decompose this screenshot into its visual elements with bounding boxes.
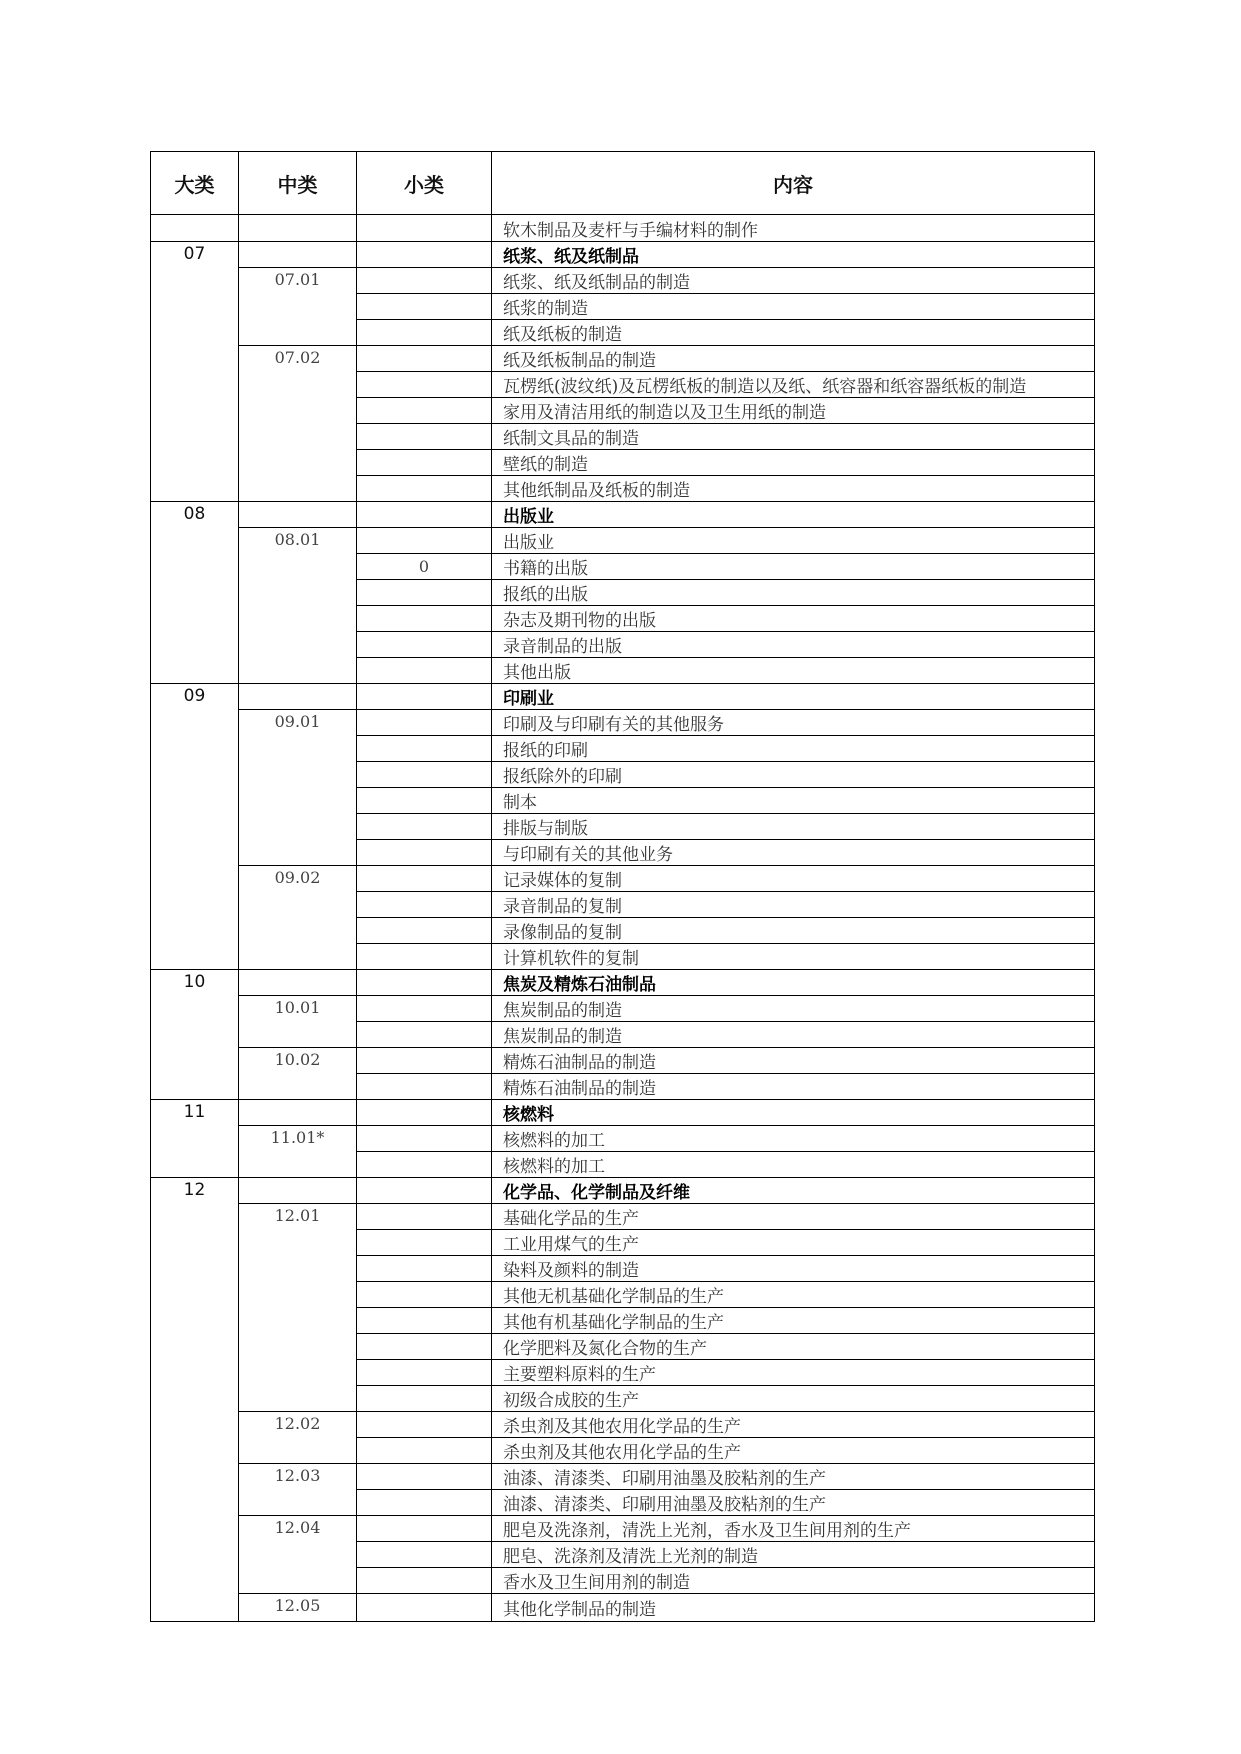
major-code: 08 <box>151 502 239 684</box>
minor-code <box>357 1334 492 1360</box>
minor-code <box>357 996 492 1022</box>
content-cell: 化学肥料及氮化合物的生产 <box>492 1334 1095 1360</box>
content-cell: 录音制品的复制 <box>492 892 1095 918</box>
content-cell: 软木制品及麦杆与手编材料的制作 <box>492 215 1095 242</box>
minor-code <box>357 215 492 242</box>
minor-code <box>357 658 492 684</box>
minor-code <box>357 710 492 736</box>
content-cell: 核燃料的加工 <box>492 1152 1095 1178</box>
medium-code <box>239 1178 357 1204</box>
header-row <box>151 152 1095 215</box>
minor-code <box>357 424 492 450</box>
table-row <box>151 684 1095 710</box>
minor-code <box>357 1412 492 1438</box>
minor-code <box>357 1074 492 1100</box>
content-cell: 印刷及与印刷有关的其他服务 <box>492 710 1095 736</box>
content-cell: 报纸的印刷 <box>492 736 1095 762</box>
minor-code <box>357 372 492 398</box>
minor-code <box>357 892 492 918</box>
header-major: 大类 <box>151 152 239 215</box>
header-medium: 中类 <box>239 152 357 215</box>
content-cell: 录像制品的复制 <box>492 918 1095 944</box>
content-cell: 焦炭制品的制造 <box>492 1022 1095 1048</box>
content-cell: 主要塑料原料的生产 <box>492 1360 1095 1386</box>
minor-code <box>357 528 492 554</box>
minor-code <box>357 268 492 294</box>
medium-code <box>239 970 357 996</box>
minor-code <box>357 242 492 268</box>
major-code <box>151 215 239 242</box>
medium-code: 10.01 <box>239 996 357 1048</box>
minor-code <box>357 1594 492 1621</box>
header-content: 内容 <box>492 152 1095 215</box>
content-cell: 制本 <box>492 788 1095 814</box>
major-code: 11 <box>151 1100 239 1178</box>
content-cell: 计算机软件的复制 <box>492 944 1095 970</box>
medium-code: 10.02 <box>239 1048 357 1100</box>
medium-code: 07.01 <box>239 268 357 346</box>
content-cell: 其他出版 <box>492 658 1095 684</box>
minor-code <box>357 788 492 814</box>
minor-code <box>357 398 492 424</box>
content-cell: 报纸除外的印刷 <box>492 762 1095 788</box>
minor-code <box>357 944 492 970</box>
content-cell: 纸及纸板的制造 <box>492 320 1095 346</box>
table-row <box>151 528 1095 554</box>
minor-code <box>357 1048 492 1074</box>
content-cell: 纸浆、纸及纸制品的制造 <box>492 268 1095 294</box>
content-cell: 壁纸的制造 <box>492 450 1095 476</box>
minor-code <box>357 840 492 866</box>
minor-code <box>357 1230 492 1256</box>
content-cell: 杂志及期刊物的出版 <box>492 606 1095 632</box>
minor-code <box>357 1126 492 1152</box>
minor-code <box>357 346 492 372</box>
content-cell: 其他化学制品的制造 <box>492 1594 1095 1621</box>
minor-code <box>357 1464 492 1490</box>
minor-code <box>357 1360 492 1386</box>
content-cell: 排版与制版 <box>492 814 1095 840</box>
medium-code <box>239 1100 357 1126</box>
content-cell: 录音制品的出版 <box>492 632 1095 658</box>
minor-code <box>357 450 492 476</box>
medium-code <box>239 242 357 268</box>
table-row <box>151 1178 1095 1204</box>
content-cell: 精炼石油制品的制造 <box>492 1074 1095 1100</box>
table-row <box>151 1100 1095 1126</box>
content-cell: 精炼石油制品的制造 <box>492 1048 1095 1074</box>
table-row <box>151 502 1095 528</box>
table-row <box>151 1126 1095 1152</box>
section-title: 印刷业 <box>492 684 1095 710</box>
minor-code <box>357 632 492 658</box>
major-code: 10 <box>151 970 239 1100</box>
content-cell: 记录媒体的复制 <box>492 866 1095 892</box>
table-body <box>151 215 1095 1622</box>
minor-code <box>357 606 492 632</box>
medium-code: 12.05 <box>239 1594 357 1621</box>
minor-code <box>357 1542 492 1568</box>
section-title: 核燃料 <box>492 1100 1095 1126</box>
content-cell: 工业用煤气的生产 <box>492 1230 1095 1256</box>
minor-code <box>357 970 492 996</box>
table-row <box>151 1048 1095 1074</box>
table-row <box>151 242 1095 268</box>
content-cell: 其他有机基础化学制品的生产 <box>492 1308 1095 1334</box>
medium-code <box>239 502 357 528</box>
content-cell: 香水及卫生间用剂的制造 <box>492 1568 1095 1594</box>
minor-code <box>357 1516 492 1542</box>
table-row <box>151 996 1095 1022</box>
table-row <box>151 866 1095 892</box>
major-code: 07 <box>151 242 239 502</box>
content-cell: 染料及颜料的制造 <box>492 1256 1095 1282</box>
content-cell: 焦炭制品的制造 <box>492 996 1095 1022</box>
medium-code: 12.01 <box>239 1204 357 1412</box>
classification-table <box>150 151 1095 1622</box>
major-code: 12 <box>151 1178 239 1621</box>
minor-code <box>357 320 492 346</box>
section-title: 焦炭及精炼石油制品 <box>492 970 1095 996</box>
minor-code <box>357 1100 492 1126</box>
medium-code: 12.03 <box>239 1464 357 1516</box>
table-row <box>151 1594 1095 1621</box>
medium-code: 11.01* <box>239 1126 357 1178</box>
minor-code <box>357 1568 492 1594</box>
content-cell: 家用及清洁用纸的制造以及卫生用纸的制造 <box>492 398 1095 424</box>
minor-code <box>357 1282 492 1308</box>
medium-code <box>239 684 357 710</box>
table-row <box>151 1204 1095 1230</box>
minor-code <box>357 502 492 528</box>
medium-code: 08.01 <box>239 528 357 684</box>
medium-code: 07.02 <box>239 346 357 502</box>
table-row <box>151 1516 1095 1542</box>
table-row <box>151 970 1095 996</box>
content-cell: 其他纸制品及纸板的制造 <box>492 476 1095 502</box>
content-cell: 肥皂、洗涤剂及清洗上光剂的制造 <box>492 1542 1095 1568</box>
content-cell: 杀虫剂及其他农用化学品的生产 <box>492 1438 1095 1464</box>
content-cell: 纸制文具品的制造 <box>492 424 1095 450</box>
table-row <box>151 1464 1095 1490</box>
content-cell: 油漆、清漆类、印刷用油墨及胶粘剂的生产 <box>492 1464 1095 1490</box>
table-row <box>151 346 1095 372</box>
content-cell: 其他无机基础化学制品的生产 <box>492 1282 1095 1308</box>
minor-code <box>357 1152 492 1178</box>
minor-code <box>357 1022 492 1048</box>
minor-code <box>357 1438 492 1464</box>
table-row <box>151 1412 1095 1438</box>
minor-code <box>357 736 492 762</box>
medium-code: 09.02 <box>239 866 357 970</box>
content-cell: 报纸的出版 <box>492 580 1095 606</box>
header-minor: 小类 <box>357 152 492 215</box>
content-cell: 肥皂及洗涤剂，清洗上光剂，香水及卫生间用剂的生产 <box>492 1516 1095 1542</box>
minor-code <box>357 580 492 606</box>
medium-code: 12.02 <box>239 1412 357 1464</box>
minor-code <box>357 1204 492 1230</box>
minor-code <box>357 294 492 320</box>
content-cell: 瓦楞纸(波纹纸)及瓦楞纸板的制造以及纸、纸容器和纸容器纸板的制造 <box>492 372 1095 398</box>
medium-code: 12.04 <box>239 1516 357 1594</box>
content-cell: 杀虫剂及其他农用化学品的生产 <box>492 1412 1095 1438</box>
minor-code <box>357 1490 492 1516</box>
content-cell: 书籍的出版 <box>492 554 1095 580</box>
minor-code <box>357 918 492 944</box>
medium-code: 09.01 <box>239 710 357 866</box>
table-row <box>151 215 1095 242</box>
minor-code <box>357 476 492 502</box>
content-cell: 纸及纸板制品的制造 <box>492 346 1095 372</box>
content-cell: 核燃料的加工 <box>492 1126 1095 1152</box>
minor-code <box>357 1386 492 1412</box>
minor-code: 0 <box>357 554 492 580</box>
content-cell: 基础化学品的生产 <box>492 1204 1095 1230</box>
section-title: 出版业 <box>492 502 1095 528</box>
content-cell: 初级合成胶的生产 <box>492 1386 1095 1412</box>
table-row <box>151 710 1095 736</box>
minor-code <box>357 684 492 710</box>
minor-code <box>357 1256 492 1282</box>
content-cell: 纸浆的制造 <box>492 294 1095 320</box>
minor-code <box>357 1308 492 1334</box>
medium-code <box>239 215 357 242</box>
content-cell: 油漆、清漆类、印刷用油墨及胶粘剂的生产 <box>492 1490 1095 1516</box>
minor-code <box>357 814 492 840</box>
section-title: 化学品、化学制品及纤维 <box>492 1178 1095 1204</box>
minor-code <box>357 1178 492 1204</box>
table-row <box>151 268 1095 294</box>
section-title: 纸浆、纸及纸制品 <box>492 242 1095 268</box>
content-cell: 出版业 <box>492 528 1095 554</box>
minor-code <box>357 866 492 892</box>
content-cell: 与印刷有关的其他业务 <box>492 840 1095 866</box>
minor-code <box>357 762 492 788</box>
major-code: 09 <box>151 684 239 970</box>
